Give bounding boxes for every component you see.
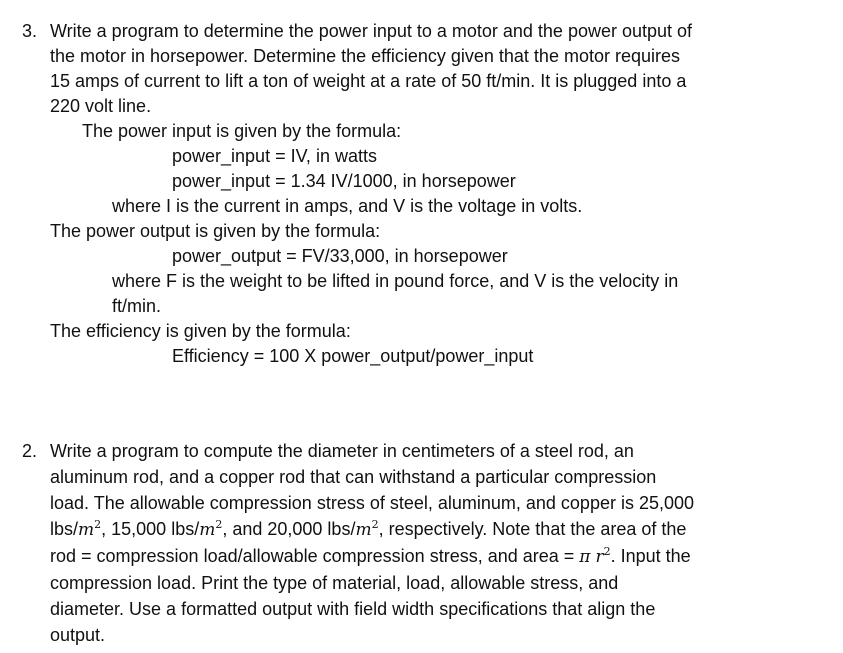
unit-m-copper: m	[355, 520, 372, 540]
steel-unit-prefix: lbs/	[50, 519, 79, 539]
unit-exp-aluminum: 2	[215, 518, 223, 531]
problem-2-number: 2.	[22, 441, 38, 461]
r-exponent: 2	[603, 545, 611, 558]
efficiency-heading: The efficiency is given by the formula:	[50, 321, 351, 341]
power-output-formula: power_output = FV/33,000, in horsepower	[172, 246, 508, 266]
unit-exp-steel: 2	[94, 518, 102, 531]
problem-3	[22, 19, 822, 369]
problem-3-intro-line-1: Write a program to determine the power input to a motor and the power output of	[50, 21, 693, 41]
problem-2-line-4	[50, 516, 822, 543]
problem-3-intro-line-3: 15 amps of current to lift a ton of weight at a rate of 50 ft/min. It is plugged into a	[50, 71, 687, 91]
problem-2-line-6: compression load. Print the type of material, load, allowable stress, and	[50, 573, 619, 593]
unit-m-steel: m	[78, 520, 95, 540]
problem-2-body	[50, 438, 822, 648]
copper-stress-text: , and 20,000 lbs/	[222, 519, 356, 539]
r-symbol: r	[595, 547, 604, 567]
problem-3-number: 3.	[22, 21, 38, 41]
power-input-where: where I is the current in amps, and V is the voltage in volts.	[112, 196, 583, 216]
area-formula-text: rod = compression load/allowable compression stress, and area =	[50, 546, 580, 566]
power-output-heading: The power output is given by the formula:	[50, 221, 381, 241]
input-the-text: . Input the	[610, 546, 691, 566]
problem-2-line-8: output.	[50, 625, 106, 645]
problem-2	[22, 438, 822, 648]
efficiency-formula: Efficiency = 100 X power_output/power_input	[172, 346, 534, 366]
problem-2-line-1: Write a program to compute the diameter in centimeters of a steel rod, an	[50, 441, 634, 461]
unit-m-aluminum: m	[199, 520, 216, 540]
unit-exp-copper: 2	[371, 518, 379, 531]
aluminum-stress-text: , 15,000 lbs/	[101, 519, 200, 539]
problem-2-line-5	[50, 543, 822, 570]
problem-3-intro-line-2: the motor in horsepower. Determine the efficiency given that the motor requires	[50, 46, 680, 66]
problem-3-intro-line-4: 220 volt line.	[50, 96, 152, 116]
power-input-formula-hp: power_input = 1.34 IV/1000, in horsepower	[172, 171, 516, 191]
problem-2-line-2: aluminum rod, and a copper rod that can withstand a particular compression	[50, 467, 657, 487]
power-input-heading: The power input is given by the formula:	[82, 121, 402, 141]
problem-2-line-3: load. The allowable compression stress of steel, aluminum, and copper is 25,000	[50, 493, 695, 513]
power-output-where-line-1: where F is the weight to be lifted in pound force, and V is the velocity in	[112, 271, 679, 291]
pi-symbol: π	[579, 547, 591, 567]
respectively-text: , respectively. Note that the area of the	[378, 519, 687, 539]
power-input-formula-watts: power_input = IV, in watts	[172, 146, 377, 166]
problem-3-body	[50, 19, 822, 369]
problem-2-line-7: diameter. Use a formatted output with field width specifications that align the	[50, 599, 656, 619]
power-output-where-line-2: ft/min.	[112, 296, 162, 316]
